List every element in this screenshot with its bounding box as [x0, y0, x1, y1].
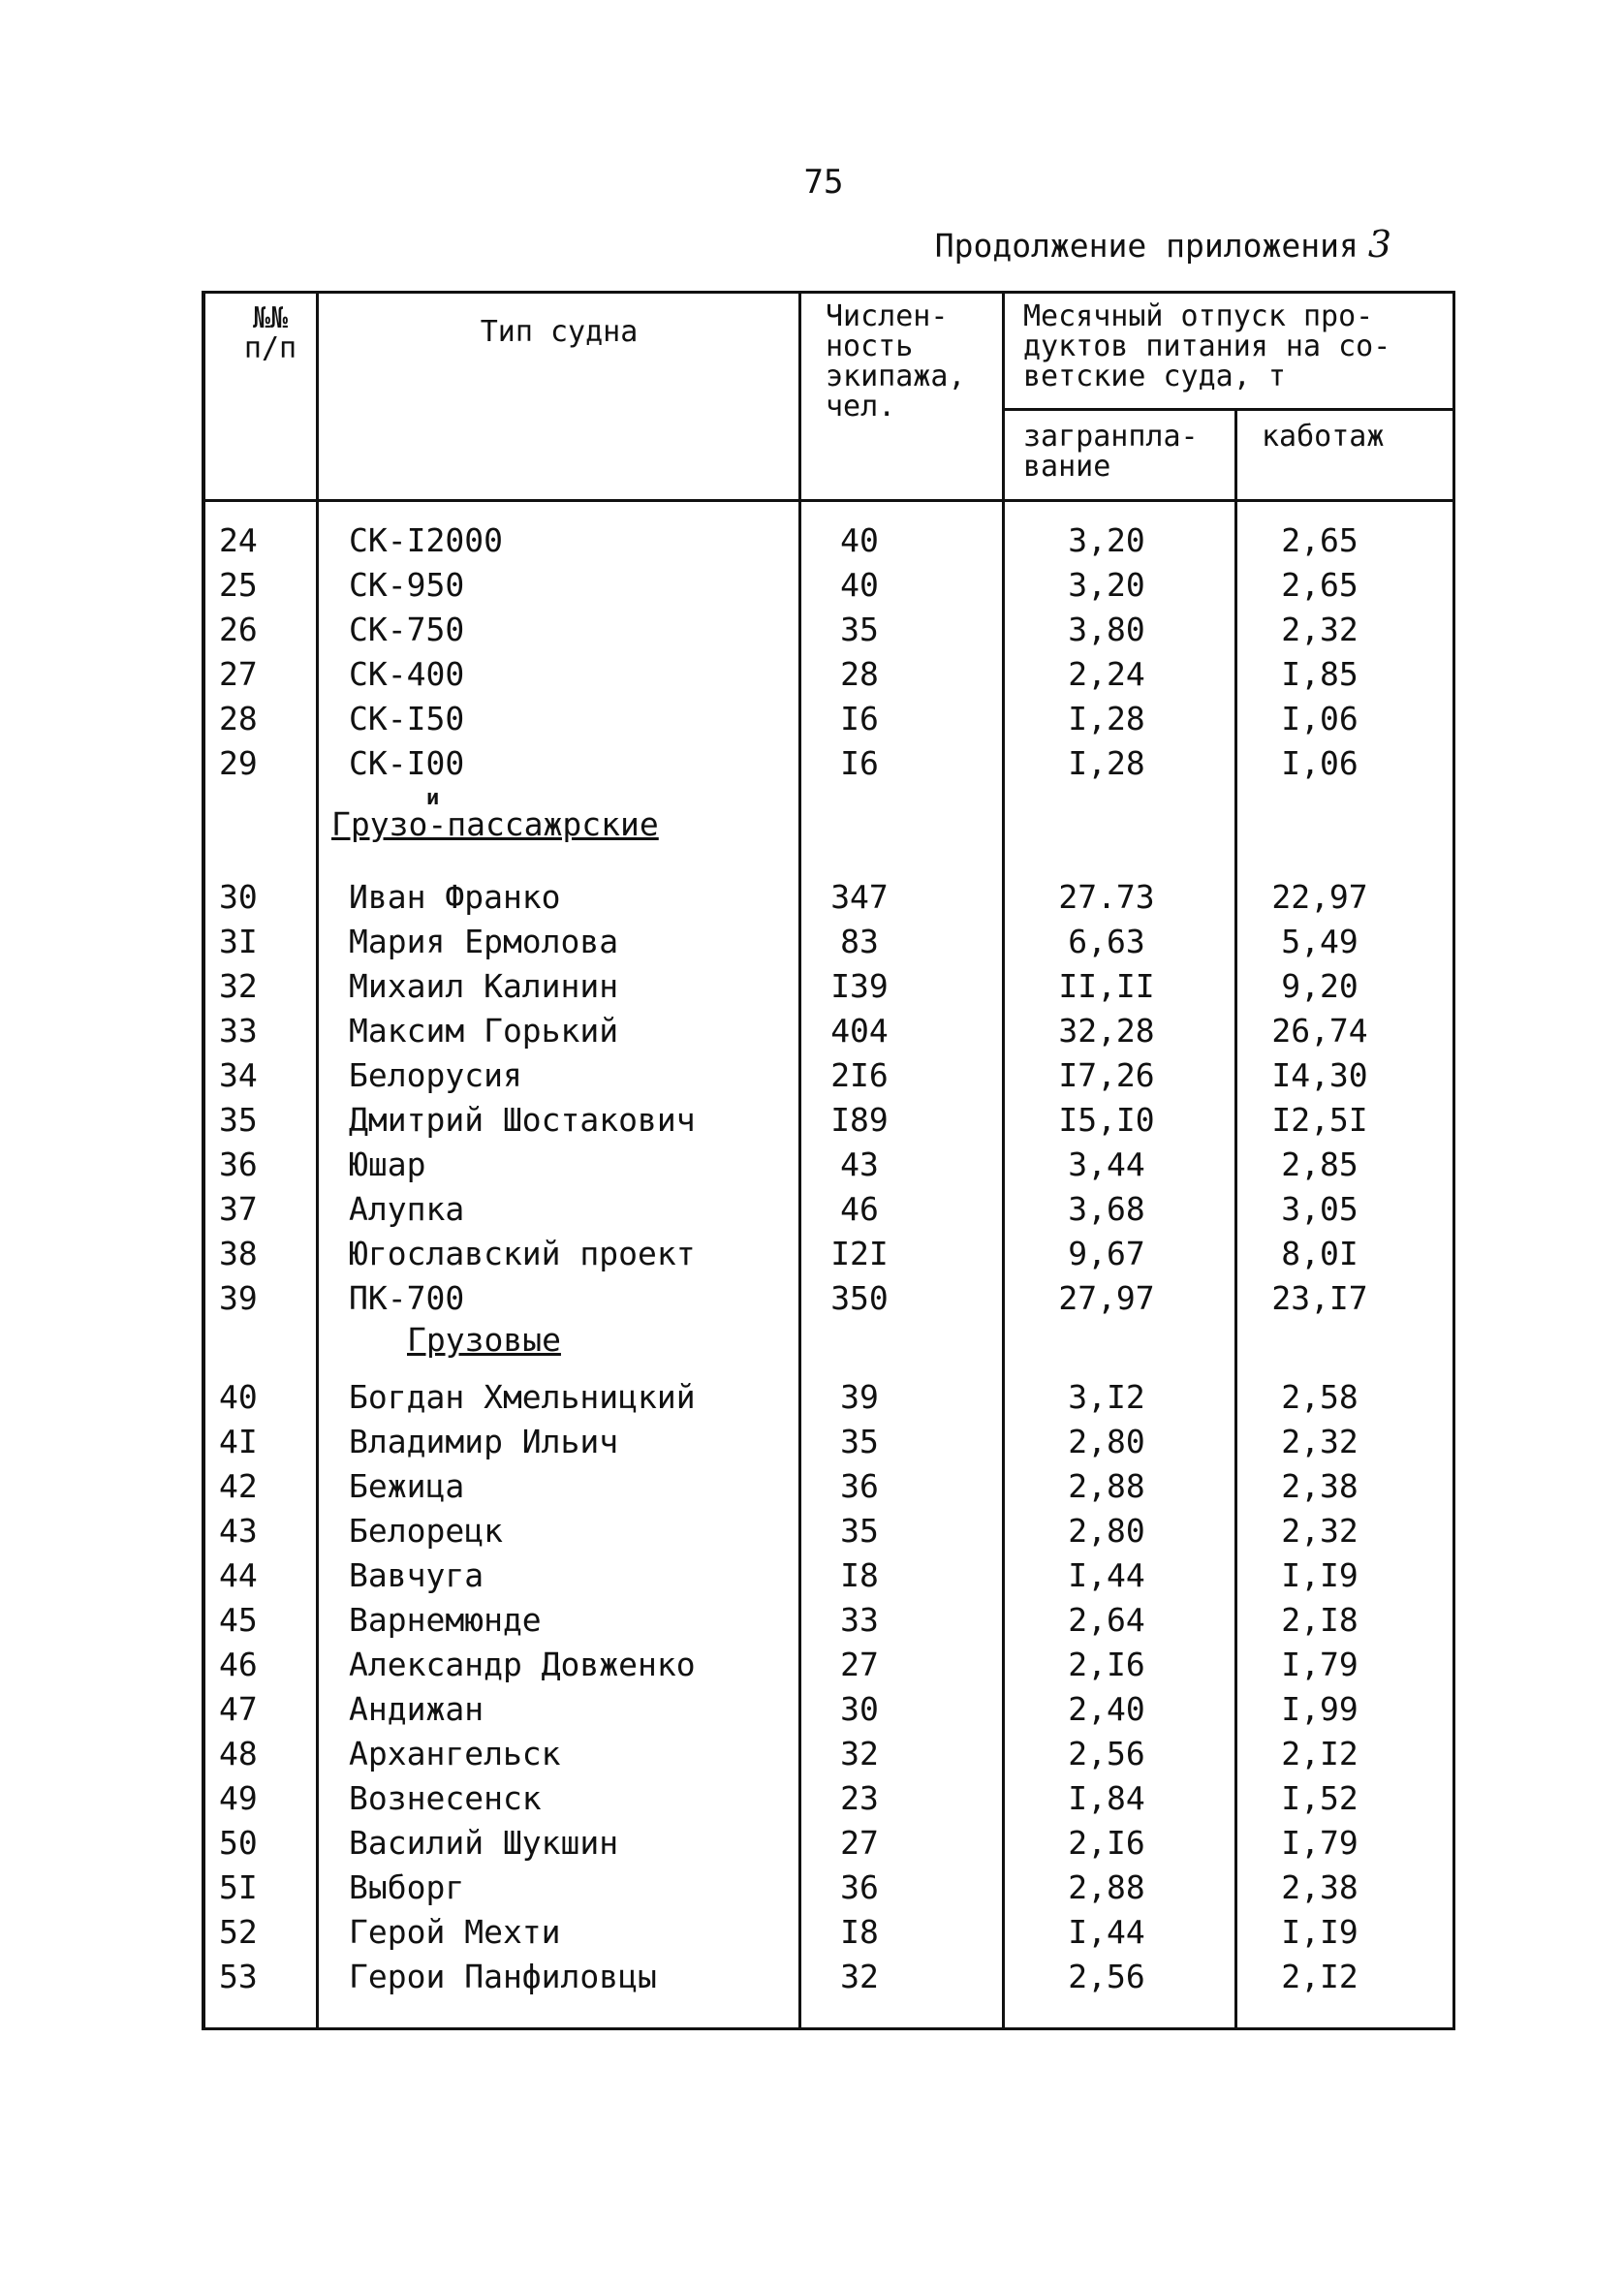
table-row — [205, 1910, 1452, 1955]
table-row — [205, 652, 1452, 697]
supply-coastal: I,79 — [1281, 1646, 1359, 1683]
supply-abroad: 2,I6 — [1068, 1824, 1145, 1862]
supply-abroad: I,28 — [1068, 744, 1145, 782]
supply-coastal: 2,65 — [1281, 521, 1359, 559]
row-number: 49 — [219, 1779, 258, 1817]
ship-supply-table — [202, 291, 1455, 2030]
header-abroad: загранпла- вание — [1023, 420, 1199, 484]
supply-coastal: 2,38 — [1281, 1868, 1359, 1906]
ship-type-name: Бежица — [349, 1467, 465, 1505]
supply-coastal: I,99 — [1281, 1690, 1359, 1728]
table-row — [205, 1464, 1452, 1509]
supply-abroad: II,II — [1058, 967, 1155, 1005]
section-title-cargo: Грузовые — [407, 1321, 561, 1359]
crew-size: 28 — [840, 655, 879, 693]
crew-size: I6 — [840, 744, 879, 782]
supply-coastal: I,I9 — [1281, 1913, 1359, 1951]
header-subdivider — [1002, 408, 1452, 411]
table-row — [205, 1187, 1452, 1232]
supply-abroad: 2,40 — [1068, 1690, 1145, 1728]
row-number: 30 — [219, 878, 258, 916]
crew-size: I8 — [840, 1556, 879, 1594]
table-row — [205, 1232, 1452, 1276]
continuation-text: Продолжение приложения — [934, 227, 1359, 265]
supply-coastal: 2,32 — [1281, 1423, 1359, 1460]
table-row — [205, 1098, 1452, 1143]
crew-size: I8 — [840, 1913, 879, 1951]
crew-size: 39 — [840, 1378, 879, 1416]
supply-abroad: I,44 — [1068, 1913, 1145, 1951]
crew-size: 35 — [840, 611, 879, 648]
header-ship-type: Тип судна — [480, 315, 639, 349]
supply-abroad: 3,80 — [1068, 611, 1145, 648]
supply-coastal: 2,I2 — [1281, 1958, 1359, 1995]
crew-size: I2I — [830, 1235, 889, 1272]
table-row — [205, 1375, 1452, 1420]
ship-type-name: Максим Горький — [349, 1012, 619, 1050]
row-number: 46 — [219, 1646, 258, 1683]
row-number: 38 — [219, 1235, 258, 1272]
table-row — [205, 1276, 1452, 1321]
continuation-note — [935, 223, 1391, 266]
crew-size: 23 — [840, 1779, 879, 1817]
crew-size: 404 — [830, 1012, 889, 1050]
supply-abroad: I,84 — [1068, 1779, 1145, 1817]
supply-coastal: I,79 — [1281, 1824, 1359, 1862]
supply-coastal: 22,97 — [1271, 878, 1368, 916]
ship-type-name: Югославский проект — [349, 1235, 696, 1272]
supply-coastal: 23,I7 — [1271, 1279, 1368, 1317]
crew-size: 27 — [840, 1824, 879, 1862]
supply-abroad: 3,68 — [1068, 1190, 1145, 1228]
row-number: 5I — [219, 1868, 258, 1906]
header-coastal: каботаж — [1262, 420, 1385, 454]
supply-abroad: 2,88 — [1068, 1868, 1145, 1906]
row-number: 43 — [219, 1512, 258, 1550]
ship-type-name: Михаил Калинин — [349, 967, 619, 1005]
row-number: 36 — [219, 1145, 258, 1183]
table-row — [205, 1955, 1452, 1999]
row-number: 42 — [219, 1467, 258, 1505]
header-num: №№ п/п — [243, 301, 297, 365]
supply-coastal: 2,32 — [1281, 611, 1359, 648]
supply-coastal: 9,20 — [1281, 967, 1359, 1005]
row-number: 52 — [219, 1913, 258, 1951]
row-number: 48 — [219, 1735, 258, 1772]
row-number: 37 — [219, 1190, 258, 1228]
table-row — [205, 1509, 1452, 1553]
supply-abroad: 32,28 — [1058, 1012, 1155, 1050]
table-row — [205, 741, 1452, 786]
ship-type-name: Герой Мехти — [349, 1913, 561, 1951]
crew-size: 40 — [840, 521, 879, 559]
appendix-number: 3 — [1367, 223, 1391, 266]
supply-abroad: I7,26 — [1058, 1056, 1155, 1094]
supply-coastal: 2,I2 — [1281, 1735, 1359, 1772]
row-number: 50 — [219, 1824, 258, 1862]
section-title-cargo-passenger: Грузо-пассажрские — [331, 805, 659, 843]
supply-abroad: 6,63 — [1068, 923, 1145, 960]
ship-type-name: Вавчуга — [349, 1556, 484, 1594]
crew-size: I39 — [830, 967, 889, 1005]
supply-coastal: 2,32 — [1281, 1512, 1359, 1550]
crew-size: 43 — [840, 1145, 879, 1183]
ship-type-name: Архангельск — [349, 1735, 561, 1772]
supply-abroad: 2,I6 — [1068, 1646, 1145, 1683]
supply-abroad: 3,20 — [1068, 566, 1145, 604]
row-number: 45 — [219, 1601, 258, 1639]
supply-abroad: I,44 — [1068, 1556, 1145, 1594]
row-number: 32 — [219, 967, 258, 1005]
row-number: 4I — [219, 1423, 258, 1460]
supply-abroad: 2,56 — [1068, 1958, 1145, 1995]
crew-size: 36 — [840, 1467, 879, 1505]
ship-type-name: Вознесенск — [349, 1779, 542, 1817]
ship-type-name: СК-I00 — [349, 744, 465, 782]
crew-size: 46 — [840, 1190, 879, 1228]
crew-size: 35 — [840, 1423, 879, 1460]
ship-type-name: Выборг — [349, 1868, 465, 1906]
supply-abroad: 9,67 — [1068, 1235, 1145, 1272]
supply-abroad: 2,80 — [1068, 1512, 1145, 1550]
table-row — [205, 920, 1452, 964]
supply-coastal: 3,05 — [1281, 1190, 1359, 1228]
ship-type-name: Иван Франко — [349, 878, 561, 916]
table-row — [205, 1553, 1452, 1598]
row-number: 29 — [219, 744, 258, 782]
header-bottom-line — [205, 499, 1452, 502]
supply-coastal: I,I9 — [1281, 1556, 1359, 1594]
supply-coastal: 2,85 — [1281, 1145, 1359, 1183]
ship-type-name: СК-950 — [349, 566, 465, 604]
supply-coastal: I,85 — [1281, 655, 1359, 693]
supply-coastal: 8,0I — [1281, 1235, 1359, 1272]
header-monthly-supply: Месячный отпуск про- дуктов питания на со- ветские суда, т — [1023, 299, 1391, 393]
supply-abroad: 3,44 — [1068, 1145, 1145, 1183]
row-number: 39 — [219, 1279, 258, 1317]
crew-size: 347 — [830, 878, 889, 916]
table-row — [205, 563, 1452, 608]
ship-type-name: Юшар — [349, 1145, 426, 1183]
table-row — [205, 1821, 1452, 1866]
supply-abroad: 2,80 — [1068, 1423, 1145, 1460]
crew-size: I6 — [840, 700, 879, 737]
supply-abroad: 2,56 — [1068, 1735, 1145, 1772]
table-row — [205, 1143, 1452, 1187]
row-number: 40 — [219, 1378, 258, 1416]
supply-abroad: 2,64 — [1068, 1601, 1145, 1639]
table-row — [205, 1598, 1452, 1643]
table-row — [205, 1009, 1452, 1053]
table-row — [205, 1053, 1452, 1098]
supply-coastal: 2,65 — [1281, 566, 1359, 604]
row-number: 26 — [219, 611, 258, 648]
ship-type-name: ПК-700 — [349, 1279, 465, 1317]
ship-type-name: Дмитрий Шостакович — [349, 1101, 696, 1139]
ship-type-name: Белорецк — [349, 1512, 503, 1550]
ship-type-name: Богдан Хмельницкий — [349, 1378, 696, 1416]
crew-size: 27 — [840, 1646, 879, 1683]
crew-size: 36 — [840, 1868, 879, 1906]
row-number: 34 — [219, 1056, 258, 1094]
ship-type-name: Герои Панфиловцы — [349, 1958, 657, 1995]
row-number: 53 — [219, 1958, 258, 1995]
ship-type-name: Варнемюнде — [349, 1601, 542, 1639]
ship-type-name: Андижан — [349, 1690, 484, 1728]
page-number: 75 — [803, 163, 844, 202]
ship-type-name: Мария Ермолова — [349, 923, 619, 960]
crew-size: 2I6 — [830, 1056, 889, 1094]
table-row — [205, 518, 1452, 563]
supply-coastal: 26,74 — [1271, 1012, 1368, 1050]
supply-abroad: 2,88 — [1068, 1467, 1145, 1505]
row-number: 47 — [219, 1690, 258, 1728]
ship-type-name: Владимир Ильич — [349, 1423, 619, 1460]
ship-type-name: СК-400 — [349, 655, 465, 693]
table-row — [205, 608, 1452, 652]
table-row — [205, 1776, 1452, 1821]
table-row — [205, 1866, 1452, 1910]
ship-type-name: Белорусия — [349, 1056, 522, 1094]
table-row — [205, 1643, 1452, 1687]
row-number: 44 — [219, 1556, 258, 1594]
row-number: 24 — [219, 521, 258, 559]
supply-coastal: 5,49 — [1281, 923, 1359, 960]
supply-abroad: I,28 — [1068, 700, 1145, 737]
supply-coastal: I,52 — [1281, 1779, 1359, 1817]
crew-size: 30 — [840, 1690, 879, 1728]
crew-size: 40 — [840, 566, 879, 604]
row-number: 3I — [219, 923, 258, 960]
row-number: 27 — [219, 655, 258, 693]
crew-size: 35 — [840, 1512, 879, 1550]
supply-abroad: 3,I2 — [1068, 1378, 1145, 1416]
table-row — [205, 964, 1452, 1009]
table-row — [205, 1420, 1452, 1464]
supply-coastal: 2,I8 — [1281, 1601, 1359, 1639]
ship-type-name: Алупка — [349, 1190, 465, 1228]
ship-type-name: СК-750 — [349, 611, 465, 648]
crew-size: 32 — [840, 1735, 879, 1772]
crew-size: 33 — [840, 1601, 879, 1639]
supply-coastal: 2,38 — [1281, 1467, 1359, 1505]
table-row — [205, 875, 1452, 920]
row-number: 28 — [219, 700, 258, 737]
row-number: 25 — [219, 566, 258, 604]
supply-coastal: I,06 — [1281, 700, 1359, 737]
crew-size: 83 — [840, 923, 879, 960]
header-crew: Числен- ность экипажа, чел. — [826, 299, 966, 423]
row-number: 33 — [219, 1012, 258, 1050]
ship-type-name: СК-I50 — [349, 700, 465, 737]
table-row — [205, 697, 1452, 741]
supply-abroad: 27.73 — [1058, 878, 1155, 916]
crew-size: 350 — [830, 1279, 889, 1317]
supply-abroad: I5,I0 — [1058, 1101, 1155, 1139]
row-number: 35 — [219, 1101, 258, 1139]
ship-type-name: Александр Довженко — [349, 1646, 696, 1683]
supply-coastal: 2,58 — [1281, 1378, 1359, 1416]
ship-type-name: Василий Шукшин — [349, 1824, 619, 1862]
handwritten-insert: и — [426, 786, 440, 810]
ship-type-name: СК-I2000 — [349, 521, 503, 559]
supply-coastal: I4,30 — [1271, 1056, 1368, 1094]
supply-abroad: 2,24 — [1068, 655, 1145, 693]
table-row — [205, 1732, 1452, 1776]
crew-size: 32 — [840, 1958, 879, 1995]
supply-coastal: I,06 — [1281, 744, 1359, 782]
crew-size: I89 — [830, 1101, 889, 1139]
supply-coastal: I2,5I — [1271, 1101, 1368, 1139]
supply-abroad: 3,20 — [1068, 521, 1145, 559]
table-row — [205, 1687, 1452, 1732]
supply-abroad: 27,97 — [1058, 1279, 1155, 1317]
